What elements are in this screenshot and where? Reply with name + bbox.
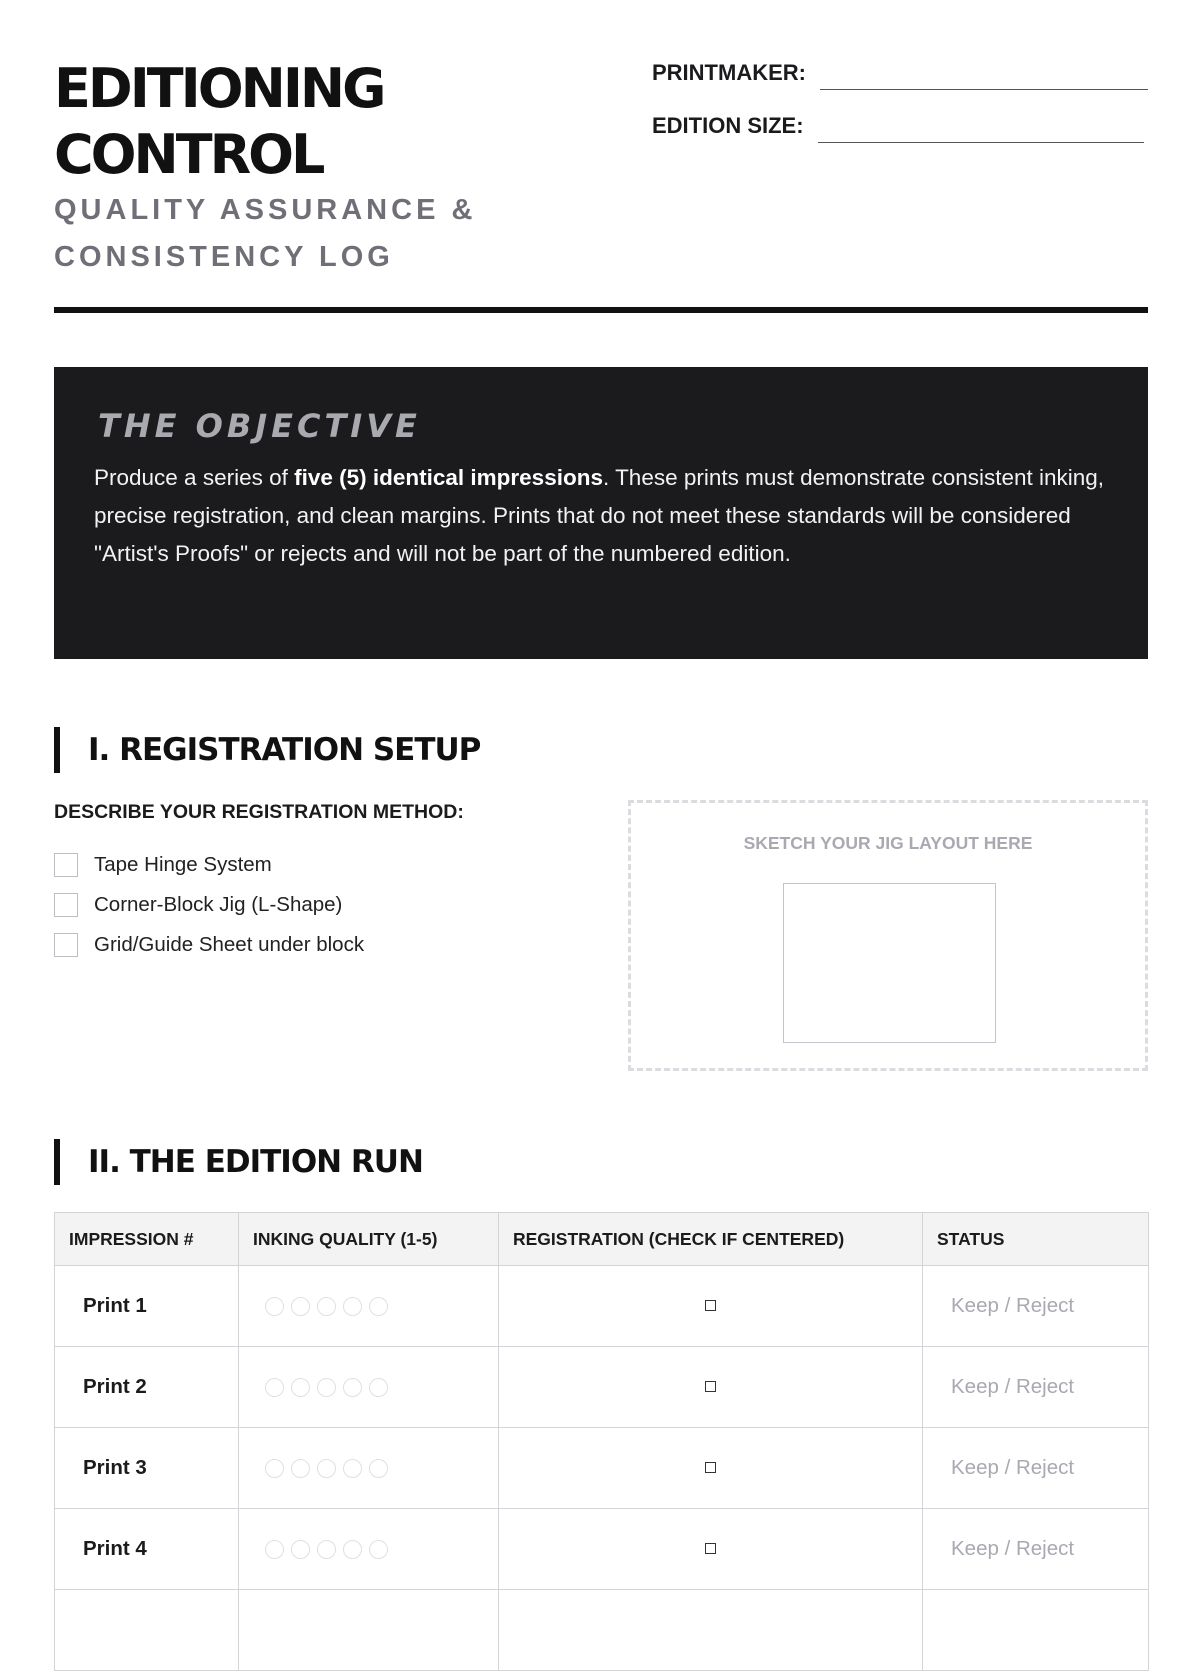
rating-circle-3[interactable] [317,1540,336,1559]
rating-circle-2[interactable] [291,1459,310,1478]
registration-section-heading: I. REGISTRATION SETUP [54,727,654,773]
rating-circle-5[interactable] [369,1378,388,1397]
objective-text [94,459,1108,573]
objective-text-start: Produce a series of [94,465,295,490]
registration-cell [499,1428,923,1509]
status-cell[interactable]: Keep / Reject [923,1428,1149,1509]
inking-rating [239,1266,499,1347]
status-cell[interactable]: Keep / Reject [923,1347,1149,1428]
column-header-impression: IMPRESSION # [55,1213,239,1266]
rating-circle-1[interactable] [265,1459,284,1478]
objective-text-emphasis: five (5) identical impressions [294,465,603,490]
registration-cell [499,1347,923,1428]
centered-checkbox[interactable] [705,1543,716,1554]
rating-circle-1[interactable] [265,1297,284,1316]
page-subtitle-line-1: QUALITY ASSURANCE & [54,194,477,226]
table-row [55,1590,1149,1671]
option-tape-hinge[interactable] [54,853,272,877]
table-row [55,1509,1149,1590]
rating-circle-3[interactable] [317,1378,336,1397]
rating-circle-4[interactable] [343,1297,362,1316]
column-header-registration: REGISTRATION (CHECK IF CENTERED) [499,1213,923,1266]
grid-guide-sheet-checkbox[interactable] [54,933,78,957]
table-row [55,1266,1149,1347]
jig-sketch-caption: SKETCH YOUR JIG LAYOUT HERE [743,833,1033,853]
impression-label: Print 1 [55,1266,239,1347]
edition-size-label: EDITION SIZE: [652,113,804,138]
rating-circle-4[interactable] [343,1540,362,1559]
registration-cell [499,1266,923,1347]
option-grid-guide-sheet[interactable] [54,933,364,957]
edition-size-field [652,113,1148,139]
table-header-row [55,1213,1149,1266]
inking-rating [239,1509,499,1590]
edition-run-section-heading: II. THE EDITION RUN [54,1139,654,1185]
corner-block-jig-label: Corner-Block Jig (L-Shape) [94,893,343,916]
jig-sketch-area[interactable] [628,800,1148,1071]
grid-guide-sheet-label: Grid/Guide Sheet under block [94,933,365,956]
column-header-status: STATUS [923,1213,1149,1266]
rating-circle-4[interactable] [343,1378,362,1397]
status-cell[interactable]: Keep / Reject [923,1509,1149,1590]
impression-label: Print 3 [55,1428,239,1509]
rating-circle-3[interactable] [317,1297,336,1316]
printmaker-input-line[interactable] [820,65,1148,90]
page-title-line-2: CONTROL [54,123,323,186]
corner-block-jig-checkbox[interactable] [54,893,78,917]
edition-run-table [54,1212,1149,1671]
rating-circle-1[interactable] [265,1378,284,1397]
centered-checkbox[interactable] [705,1462,716,1473]
rating-circle-2[interactable] [291,1540,310,1559]
rating-circle-1[interactable] [265,1540,284,1559]
page-subtitle-line-2: CONSISTENCY LOG [54,241,394,273]
centered-checkbox[interactable] [705,1300,716,1311]
option-corner-block-jig[interactable] [54,893,342,917]
impression-label [55,1590,239,1671]
jig-sketch-box[interactable] [783,883,996,1043]
page-title [54,56,383,188]
objective-text-end: . These prints must demonstrate consistent inking, precise registration, and clean margins. Prints that do not meet these standards will be considered "Artist's Proofs" or rejects and will not be part of the numbered edition. [94,465,1105,566]
objective-heading: THE OBJECTIVE [98,407,421,445]
edition-size-input-line[interactable] [818,118,1144,143]
page-subtitle [54,187,514,281]
rating-circle-5[interactable] [369,1540,388,1559]
rating-circle-2[interactable] [291,1378,310,1397]
registration-prompt: DESCRIBE YOUR REGISTRATION METHOD: [54,801,464,823]
rating-circle-5[interactable] [369,1297,388,1316]
registration-cell [499,1590,923,1671]
status-cell[interactable]: Keep / Reject [923,1266,1149,1347]
column-header-inking-quality: INKING QUALITY (1-5) [239,1213,499,1266]
rating-circle-2[interactable] [291,1297,310,1316]
rating-circle-5[interactable] [369,1459,388,1478]
table-row [55,1347,1149,1428]
impression-label: Print 2 [55,1347,239,1428]
centered-checkbox[interactable] [705,1381,716,1392]
table-row [55,1428,1149,1509]
header-divider [54,307,1148,313]
rating-circle-4[interactable] [343,1459,362,1478]
inking-rating [239,1347,499,1428]
printmaker-label: PRINTMAKER: [652,60,806,85]
status-cell [923,1590,1149,1671]
objective-panel [54,367,1148,659]
rating-circle-3[interactable] [317,1459,336,1478]
page-title-line-1: EDITIONING [54,57,384,120]
tape-hinge-label: Tape Hinge System [94,853,272,876]
inking-rating [239,1590,499,1671]
inking-rating [239,1428,499,1509]
impression-label: Print 4 [55,1509,239,1590]
registration-cell [499,1509,923,1590]
printmaker-field [652,60,1148,86]
tape-hinge-checkbox[interactable] [54,853,78,877]
